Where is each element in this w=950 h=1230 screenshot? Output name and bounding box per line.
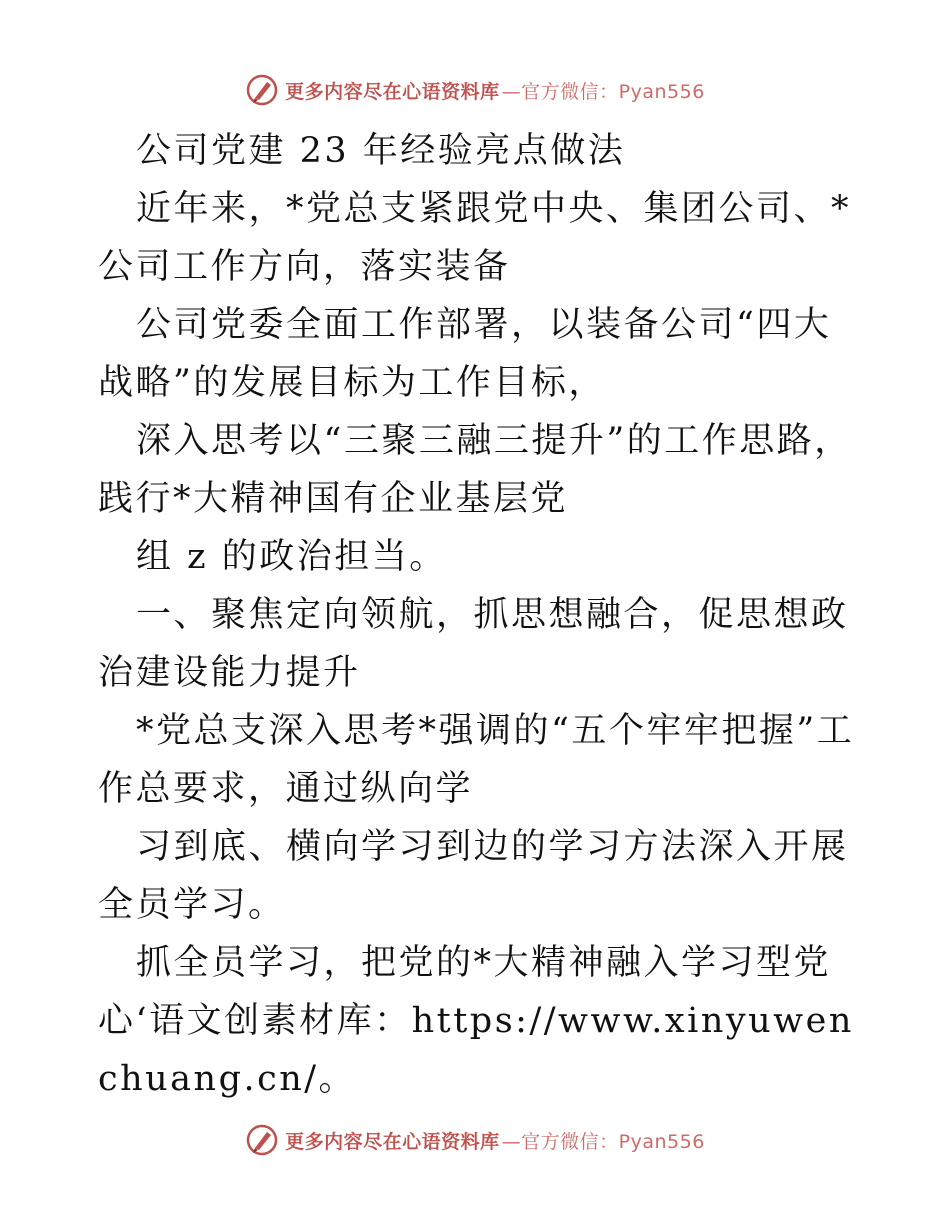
footer-watermark [0,1120,950,1160]
paragraph: 深入思考以“三聚三融三提升”的工作思路，践行*大精神国有企业基层党 [98,421,852,519]
paragraph: 习到底、横向学习到边的学习方法深入开展全员学习。 [98,827,849,925]
watermark-contact: —官方微信：Pyan556 [501,1130,705,1153]
pen-logo-icon [245,1123,279,1157]
header-watermark [0,70,950,110]
watermark-contact: —官方微信：Pyan556 [501,80,705,103]
document-title: 公司党建 23 年经验亮点做法 [136,131,626,171]
watermark-slogan: 更多内容尽在心语资料库 [285,1130,500,1153]
paragraph: 近年来，*党总支紧跟党中央、集团公司、*公司工作方向，落实装备 [98,189,852,287]
paragraph: 组 z 的政治担当。 [136,537,447,577]
section-heading: 一、聚焦定向领航，抓思想融合，促思想政治建设能力提升 [98,595,849,693]
paragraph: *党总支深入思考*强调的“五个牢牢把握”工作总要求，通过纵向学 [98,711,855,809]
pen-logo-icon [245,73,279,107]
document-body [98,122,858,1108]
watermark-slogan: 更多内容尽在心语资料库 [285,80,500,103]
paragraph: 抓全员学习，把党的*大精神融入学习型党心‘语文创素材库：https://www.xinyuwenchuang.cn/。 [98,943,854,1099]
paragraph: 公司党委全面工作部署，以装备公司“四大战略”的发展目标为工作目标， [98,305,832,403]
